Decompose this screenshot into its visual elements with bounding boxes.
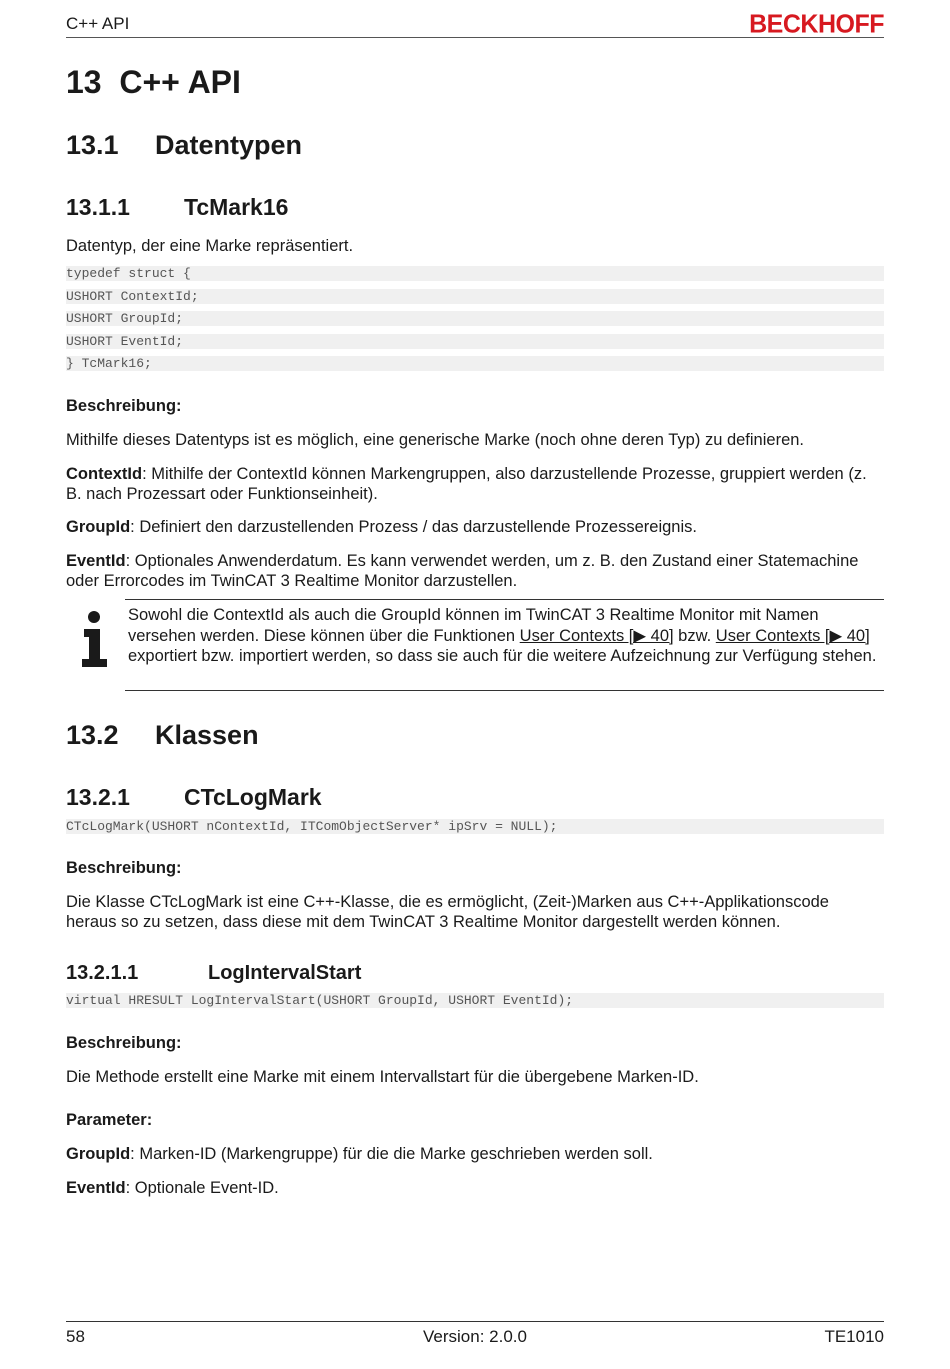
- code-line: USHORT EventId;: [66, 334, 884, 349]
- term: ContextId: [66, 465, 143, 483]
- user-contexts-link[interactable]: User Contexts [▶ 40]: [715, 626, 870, 645]
- note-text-part: Sowohl die ContextId als auch die GroupId können im TwinCAT 3 Realtime Monitor mit Namen versehen werden. Diese können über die Funktionen: [128, 606, 819, 645]
- ctclogmark-description-heading: Beschreibung:: [66, 859, 182, 877]
- section-heading-datentypen: [66, 130, 302, 161]
- code-line: CTcLogMark(USHORT nContextId, ITComObjectServer* ipSrv = NULL);: [66, 819, 884, 834]
- section-number: 13.1: [66, 130, 119, 160]
- term: GroupId: [66, 518, 131, 536]
- definition: : Definiert den darzustellenden Prozess / das darzustellende Prozessereignis.: [130, 518, 697, 536]
- section-heading-klassen: [66, 720, 259, 751]
- definition: : Optionale Event-ID.: [125, 1179, 279, 1197]
- version-label: Version: 2.0.0: [423, 1327, 527, 1346]
- section-title: TcMark16: [184, 194, 289, 220]
- param-groupid: [66, 1144, 884, 1164]
- info-note: [66, 599, 884, 690]
- page-footer: [66, 1321, 884, 1352]
- chapter-title: C++ API: [119, 64, 241, 100]
- param-eventid: [66, 1178, 884, 1198]
- section-number: 13.2.1: [66, 784, 130, 810]
- code-line: USHORT GroupId;: [66, 311, 884, 326]
- section-title: LogIntervalStart: [208, 962, 362, 984]
- section-title: CTcLogMark: [184, 784, 322, 810]
- ctclogmark-description: Die Klasse CTcLogMark ist eine C++-Klasse, die es ermöglicht, (Zeit-)Marken aus C++-Applikationscode heraus so zu setzen, dass diese mit dem TwinCAT 3 Realtime Monitor dargestellt werden können.: [66, 893, 829, 931]
- user-contexts-link[interactable]: User Contexts [▶ 40]: [519, 626, 674, 645]
- tcmark16-intro: Datentyp, der eine Marke repräsentiert.: [66, 237, 354, 255]
- definition: : Marken-ID (Markengruppe) für die die Marke geschrieben werden soll.: [130, 1145, 653, 1163]
- eventid-description: [66, 551, 884, 591]
- info-icon: [80, 611, 110, 667]
- beckhoff-logo: BECKHOFF: [749, 9, 884, 39]
- term: EventId: [66, 1179, 126, 1197]
- document-id: TE1010: [824, 1327, 884, 1346]
- section-title: Datentypen: [155, 130, 303, 160]
- logintervalstart-code-block: [66, 993, 884, 1016]
- tcmark16-code-block: [66, 266, 884, 379]
- section-number: 13.2: [66, 720, 119, 750]
- tcmark16-description: Mithilfe dieses Datentyps ist es möglich, eine generische Marke (noch ohne deren Typ) zu definieren.: [66, 431, 805, 449]
- page-header: [66, 6, 884, 38]
- term: EventId: [66, 552, 126, 570]
- parameter-heading: Parameter:: [66, 1111, 153, 1129]
- chapter-heading: [66, 64, 241, 101]
- note-text-part: bzw.: [673, 626, 716, 645]
- contextid-description: [66, 464, 884, 504]
- section-heading-tcmark16: [66, 194, 288, 221]
- chapter-number: 13: [66, 64, 102, 100]
- code-line: } TcMark16;: [66, 356, 884, 371]
- note-text: [128, 605, 883, 667]
- logintervalstart-description-heading: Beschreibung:: [66, 1034, 182, 1052]
- section-heading-ctclogmark: [66, 784, 322, 811]
- groupid-description: [66, 517, 884, 537]
- page-number: 58: [66, 1327, 85, 1346]
- note-text-part: exportiert bzw. importiert werden, so dass sie auch für die weitere Aufzeichnung zur Verfügung stehen.: [128, 647, 877, 665]
- definition: : Mithilfe der ContextId können Markengruppen, also darzustellende Prozesse, gruppiert werden (z. B. nach Prozessart oder Funktionseinheit).: [66, 465, 867, 503]
- section-number: 13.1.1: [66, 194, 130, 220]
- section-heading-logintervalstart: [66, 962, 361, 985]
- ctclogmark-code-block: [66, 819, 884, 842]
- code-line: typedef struct {: [66, 266, 884, 281]
- code-line: USHORT ContextId;: [66, 289, 884, 304]
- section-title: Klassen: [155, 720, 259, 750]
- note-box: [125, 599, 884, 691]
- header-section-title: C++ API: [66, 14, 130, 33]
- logintervalstart-description: Die Methode erstellt eine Marke mit einem Intervallstart für die übergebene Marken-ID.: [66, 1068, 699, 1086]
- code-line: virtual HRESULT LogIntervalStart(USHORT GroupId, USHORT EventId);: [66, 993, 884, 1008]
- definition: : Optionales Anwenderdatum. Es kann verwendet werden, um z. B. den Zustand einer Statemachine oder Errorcodes im TwinCAT 3 Realtime Monitor darzustellen.: [66, 552, 859, 590]
- section-number: 13.2.1.1: [66, 962, 139, 984]
- tcmark16-description-heading: Beschreibung:: [66, 397, 182, 415]
- term: GroupId: [66, 1145, 131, 1163]
